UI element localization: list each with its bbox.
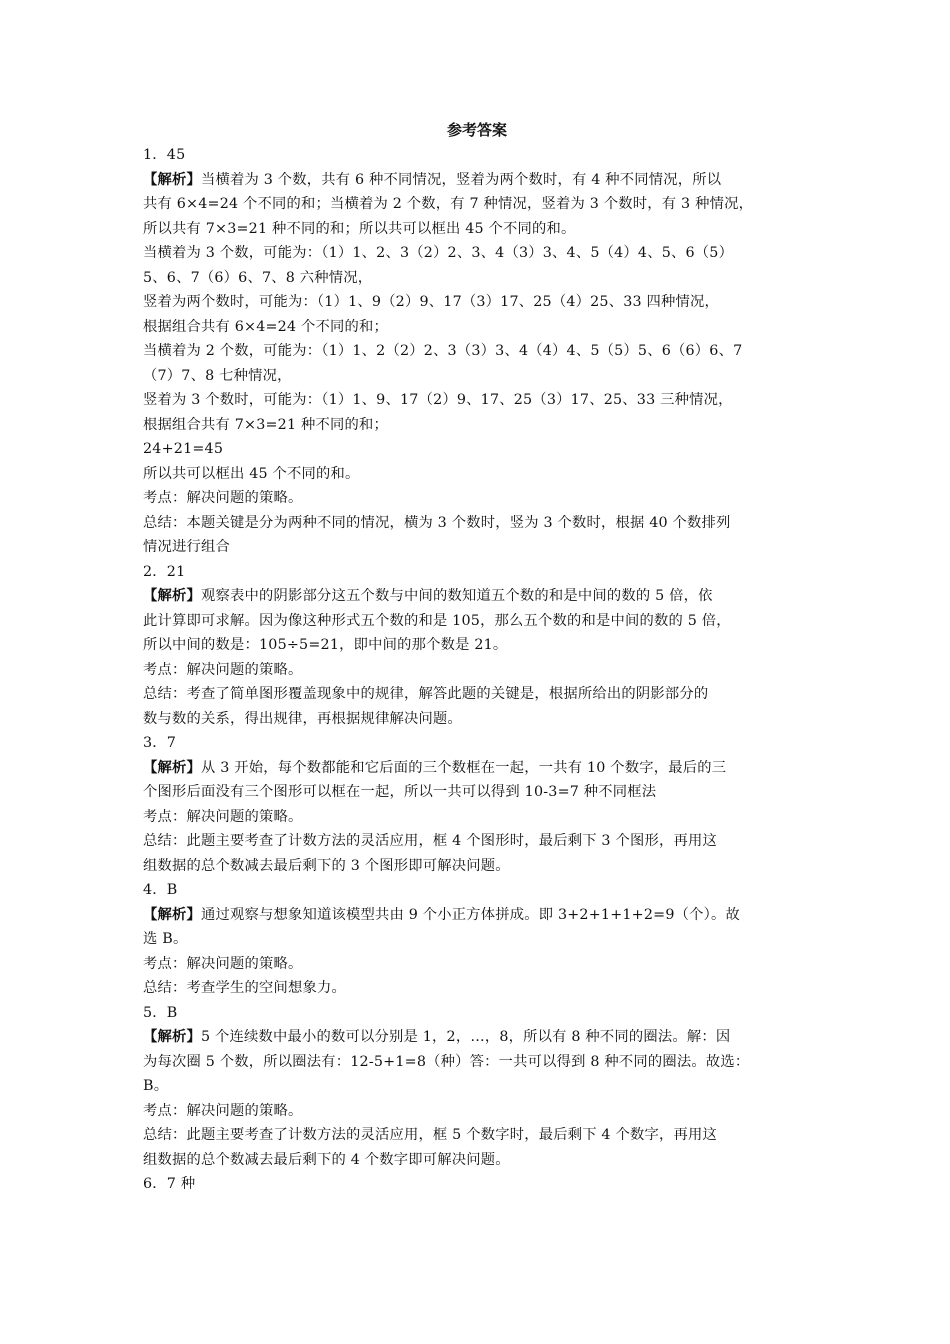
text-line: 考点：解决问题的策略。 [143, 955, 303, 972]
text-line: 24+21=45 [143, 441, 224, 457]
analysis-marker: 【解析】 [143, 759, 201, 776]
text-line: 2．21 [143, 563, 186, 580]
text-line: 选 B。 [143, 931, 188, 947]
text-line: 【解析】通过观察与想象知道该模型共由 9 个小正方体拼成。即 3+2+1+1+2=9（个）。故 [143, 906, 740, 923]
text-line: 考点：解决问题的策略。 [143, 490, 303, 506]
text-line: 【解析】观察表中的阴影部分这五个数与中间的数知道五个数的和是中间的数的 5 倍，依 [143, 588, 713, 604]
text-line: 个图形后面没有三个图形可以框在一起，所以一共可以得到 10-3=7 种不同框法 [143, 784, 657, 800]
text-line: 为每次圈 5 个数，所以圈法有：12-5+1=8（种）答：一共可以得到 8 种不同的圈法。故选： [143, 1053, 750, 1070]
text-line: 当横着为 3 个数，可能为：（1）1、2、3（2）2、3、4（3）3、4、5（4）4、5、6（5） [143, 245, 734, 261]
analysis-marker: 【解析】 [143, 588, 201, 604]
text-line: 情况进行组合 [143, 539, 230, 555]
text-line: 1．45 [143, 147, 186, 163]
text-line: 6．7 种 [143, 1176, 196, 1192]
text-line: 3．7 [143, 735, 177, 751]
text-line: 数与数的关系，得出规律，再根据规律解决问题。 [143, 710, 462, 727]
text-line: 所以中间的数是：105÷5=21，即中间的那个数是 21。 [143, 637, 508, 653]
text-line: 此计算即可求解。因为像这种形式五个数的和是 105，那么五个数的和是中间的数的 5 倍， [143, 612, 731, 629]
text-line: 组数据的总个数减去最后剩下的 3 个图形即可解决问题。 [143, 857, 510, 874]
text-line: 总结：此题主要考查了计数方法的灵活应用，框 5 个数字时，最后剩下 4 个数字，再用这 [143, 1127, 717, 1143]
text-line: 根据组合共有 7×3=21 种不同的和； [143, 416, 388, 433]
text-line: B。 [143, 1078, 169, 1094]
text-line: 【解析】当横着为 3 个数，共有 6 种不同情况，竖着为两个数时，有 4 种不同情况，所以 [143, 171, 722, 188]
text-line: 4．B [143, 882, 178, 898]
document-body [143, 143, 811, 1197]
text-line: 共有 6×4=24 个不同的和；当横着为 2 个数，有 7 种情况，竖着为 3 个数时，有 3 种情况， [143, 196, 754, 212]
text-line: 考点：解决问题的策略。 [143, 808, 303, 825]
text-line: 竖着为两个数时，可能为：（1）1、9（2）9、17（3）17、25（4）25、33 四种情况， [143, 294, 720, 310]
text-line: 考点：解决问题的策略。 [143, 1102, 303, 1119]
analysis-marker: 【解析】 [143, 171, 201, 188]
text-line: 组数据的总个数减去最后剩下的 4 个数字即可解决问题。 [143, 1151, 510, 1168]
text-line: 5、6、7（6）6、7、8 六种情况， [143, 269, 373, 286]
text-line: 竖着为 3 个数时，可能为：（1）1、9、17（2）9、17、25（3）17、25、33 三种情况， [143, 392, 733, 408]
text-line: 总结：本题关键是分为两种不同的情况，横为 3 个数时，竖为 3 个数时，根据 40 个数排列 [143, 514, 731, 531]
text-line: 【解析】5 个连续数中最小的数可以分别是 1，2，…，8，所以有 8 种不同的圈法。解：因 [143, 1029, 731, 1045]
text-line: 所以共可以框出 45 个不同的和。 [143, 465, 360, 482]
text-line: 总结：考查了简单图形覆盖现象中的规律，解答此题的关键是，根据所给出的阴影部分的 [143, 686, 709, 702]
analysis-marker: 【解析】 [143, 906, 201, 923]
text-line: 考点：解决问题的策略。 [143, 661, 303, 678]
text-line: 根据组合共有 6×4=24 个不同的和； [143, 318, 388, 335]
text-line: 所以共有 7×3=21 种不同的和；所以共可以框出 45 个不同的和。 [143, 220, 576, 237]
text-line: 当横着为 2 个数，可能为：（1）1、2（2）2、3（3）3、4（4）4、5（5）5、6（6）6、7 [143, 343, 743, 359]
text-line: 总结：考查学生的空间想象力。 [143, 980, 346, 996]
answer-document [143, 118, 811, 1197]
text-line: 【解析】从 3 开始，每个数都能和它后面的三个数框在一起，一共有 10 个数字，最后的三 [143, 759, 727, 776]
analysis-marker: 【解析】 [143, 1029, 201, 1045]
text-line: 5．B [143, 1004, 178, 1021]
text-line: 总结：此题主要考查了计数方法的灵活应用，框 4 个图形时，最后剩下 3 个图形，再用这 [143, 833, 717, 849]
document-title: 参考答案 [446, 121, 507, 139]
text-line: （7）7、8 七种情况， [143, 367, 292, 384]
